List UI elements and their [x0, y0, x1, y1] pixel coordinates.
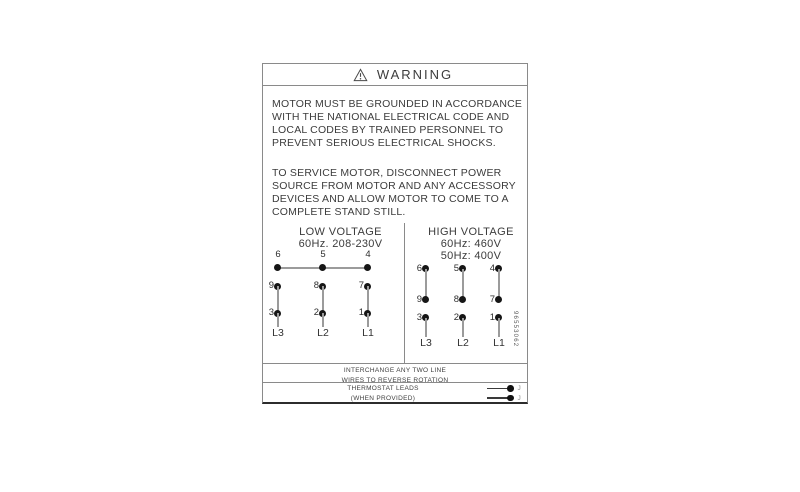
jumper-wire — [367, 286, 369, 313]
lead-wire-line — [487, 397, 508, 399]
text-line: WITH THE NATIONAL ELECTRICAL CODE AND — [272, 111, 510, 123]
rotation-note-line-1: INTERCHANGE ANY TWO LINE — [343, 367, 447, 374]
terminal-dot — [274, 264, 281, 271]
terminal-dot — [422, 296, 429, 303]
line-lead-wire — [425, 318, 427, 337]
thermostat-text — [251, 385, 515, 402]
jumper-wire — [322, 286, 324, 313]
line-lead-wire — [498, 318, 500, 337]
lead-terminal-dot — [507, 395, 514, 402]
terminal-1-label: 1 — [489, 312, 495, 323]
terminal-6-label: 6 — [416, 263, 422, 274]
terminal-2-label: 2 — [313, 307, 319, 318]
text-line: COMPLETE STAND STILL. — [272, 206, 406, 218]
lead-terminal-dot — [507, 385, 514, 392]
terminal-5-label: 5 — [320, 249, 326, 260]
terminal-4-label: 4 — [489, 263, 495, 274]
warning-title: WARNING — [376, 67, 454, 82]
terminal-dot — [495, 296, 502, 303]
low-voltage-subtitle: 60Hz. 208-230V — [298, 238, 383, 250]
terminal-dot — [319, 264, 326, 271]
text-line: DEVICES AND ALLOW MOTOR TO COME TO A — [272, 193, 509, 205]
thermostat-lead-symbol — [487, 395, 521, 402]
line-l1-label: L1 — [362, 327, 374, 339]
line-l2-label: L2 — [457, 337, 469, 349]
warning-header — [263, 64, 527, 86]
terminal-dot — [364, 264, 371, 271]
high-voltage-diagram — [405, 223, 529, 364]
terminal-4-label: 4 — [365, 249, 371, 260]
high-voltage-subtitle-50hz: 50Hz: 400V — [440, 250, 502, 262]
terminal-1-label: 1 — [358, 307, 364, 318]
service-paragraph — [272, 167, 517, 219]
line-l3-label: L3 — [420, 337, 432, 349]
rotation-note-line-2: WIRES TO REVERSE ROTATION — [341, 376, 449, 384]
text-line: LOCAL CODES BY TRAINED PERSONNEL TO — [272, 124, 504, 136]
text-line: PREVENT SERIOUS ELECTRICAL SHOCKS. — [272, 137, 496, 149]
safety-text-block — [263, 86, 527, 223]
line-l2-label: L2 — [317, 327, 329, 339]
line-l1-label: L1 — [493, 337, 505, 349]
lead-j-label: J — [517, 385, 521, 392]
terminal-3-label: 3 — [416, 312, 422, 323]
wiring-diagrams-section — [263, 223, 527, 364]
line-lead-wire — [322, 313, 324, 327]
jumper-wire — [277, 286, 279, 313]
text-line: TO SERVICE MOTOR, DISCONNECT POWER — [272, 167, 502, 179]
thermostat-line-1: THERMOSTAT LEADS — [347, 385, 419, 392]
terminal-7-label: 7 — [358, 280, 364, 291]
terminal-8-label: 8 — [313, 280, 319, 291]
high-voltage-subtitle-60hz: 60Hz: 460V — [440, 238, 502, 250]
lead-j-label: J — [517, 394, 521, 402]
terminal-dot — [459, 296, 466, 303]
line-l3-label: L3 — [272, 327, 284, 339]
terminal-8-label: 8 — [453, 294, 459, 305]
terminal-3-label: 3 — [268, 307, 274, 318]
line-lead-wire — [277, 313, 279, 327]
line-lead-wire — [367, 313, 369, 327]
high-voltage-title: HIGH VOLTAGE — [428, 226, 514, 238]
warning-header-group — [353, 67, 453, 82]
thermostat-strip — [263, 383, 527, 403]
thermostat-line-2: (WHEN PROVIDED) — [350, 394, 416, 402]
terminal-9-label: 9 — [268, 280, 274, 291]
terminal-6-label: 6 — [275, 249, 281, 260]
terminal-7-label: 7 — [489, 294, 495, 305]
rotation-note-strip — [263, 364, 527, 383]
motor-warning-label — [262, 63, 528, 404]
lead-wire-line — [487, 388, 508, 390]
text-line: SOURCE FROM MOTOR AND ANY ACCESSORY — [272, 180, 516, 192]
low-voltage-title: LOW VOLTAGE — [299, 226, 382, 238]
terminal-9-label: 9 — [416, 294, 422, 305]
text-line: MOTOR MUST BE GROUNDED IN ACCORDANCE — [272, 98, 523, 110]
warning-triangle-icon — [353, 68, 368, 82]
low-voltage-diagram — [263, 223, 405, 364]
line-lead-wire — [462, 318, 464, 337]
terminal-5-label: 5 — [453, 263, 459, 274]
thermostat-lead-symbol — [487, 385, 521, 392]
grounding-paragraph — [272, 98, 523, 150]
terminal-2-label: 2 — [453, 312, 459, 323]
part-number: 96553062 — [512, 311, 518, 348]
